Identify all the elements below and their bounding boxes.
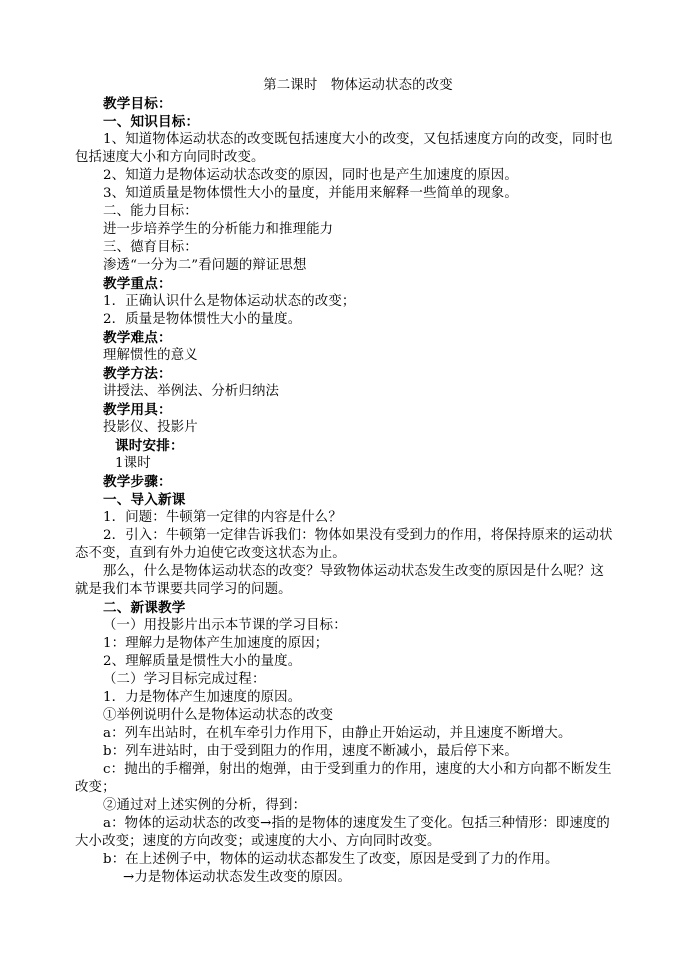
- heading-key-points: 教学重点：: [103, 276, 172, 292]
- key-point-2: 2．质量是物体惯性大小的量度。: [103, 312, 302, 327]
- heading-ability-goals: 二、能力目标：: [103, 204, 198, 219]
- heading-new-lesson: 二、新课教学: [103, 600, 186, 616]
- heading-steps: 教学步骤：: [103, 474, 172, 490]
- paragraph-examples-intro: ①举例说明什么是物体运动状态的改变: [103, 708, 334, 723]
- objective-1: 1：理解力是物体产生加速度的原因；: [103, 636, 329, 651]
- paragraph-transition: 那么，什么是物体运动状态的改变？导致物体运动状态发生改变的原因是什么呢？这就是我们本节课要共同学习的问题。: [75, 564, 605, 597]
- example-c: c：抛出的手榴弹，射出的炮弹，由于受到重力的作用，速度的大小和方向都不断发生改变；: [75, 762, 612, 795]
- heading-teaching-goals: 教学目标：: [103, 96, 172, 112]
- paragraph-process-intro: （二）学习目标完成过程：: [103, 672, 266, 687]
- paragraph-goal-3: 3、知道质量是物体惯性大小的量度，并能用来解释一些简单的现象。: [103, 186, 518, 201]
- paragraph-methods: 讲授法、举例法、分析归纳法: [103, 384, 280, 399]
- conclusion-final: →力是物体运动状态发生改变的原因。: [123, 870, 352, 885]
- paragraph-question: 1．问题：牛顿第一定律的内容是什么？: [103, 510, 342, 525]
- paragraph-lead-in: 2．引入：牛顿第一定律告诉我们：物体如果没有受到力的作用，将保持原来的运动状态不变，直到有外力迫使它改变这状态为止。: [75, 528, 613, 561]
- heading-moral-goals: 三、德育目标：: [103, 240, 198, 255]
- paragraph-goal-1: 1、知道物体运动状态的改变既包括速度大小的改变，又包括速度方向的改变，同时也包括速度大小和方向同时改变。: [75, 132, 613, 165]
- paragraph-force-cause: 1．力是物体产生加速度的原因。: [103, 690, 302, 705]
- heading-intro: 一、导入新课: [103, 492, 186, 508]
- heading-tools: 教学用具：: [103, 402, 172, 418]
- conclusion-b: b：在上述例子中，物体的运动状态都发生了改变，原因是受到了力的作用。: [103, 852, 559, 867]
- paragraph-goal-2: 2、知道力是物体运动状态改变的原因，同时也是产生加速度的原因。: [103, 168, 518, 183]
- example-b: b：列车进站时，由于受到阻力的作用，速度不断减小，最后停下来。: [103, 744, 518, 759]
- key-point-1: 1．正确认识什么是物体运动状态的改变；: [103, 294, 356, 309]
- heading-difficulties: 教学难点：: [103, 330, 172, 346]
- conclusion-a: a：物体的运动状态的改变→指的是物体的速度发生了变化。包括三种情形：即速度的大小改变；速度的方向改变；或速度的大小、方向同时改变。: [75, 816, 610, 849]
- paragraph-difficulty: 理解惯性的意义: [103, 348, 198, 363]
- heading-knowledge-goals: 一、知识目标：: [103, 114, 200, 130]
- paragraph-objectives-intro: （一）用投影片出示本节课的学习目标：: [103, 618, 347, 633]
- heading-methods: 教学方法：: [103, 366, 172, 382]
- paragraph-ability: 进一步培养学生的分析能力和推理能力: [103, 222, 334, 237]
- heading-schedule: 课时安排：: [115, 438, 184, 454]
- paragraph-analysis: ②通过对上述实例的分析，得到：: [103, 798, 307, 813]
- paragraph-tools: 投影仪、投影片: [103, 420, 198, 435]
- objective-2: 2、理解质量是惯性大小的量度。: [103, 654, 302, 669]
- example-a: a：列车出站时，在机车牵引力作用下，由静止开始运动，并且速度不断增大。: [103, 726, 572, 741]
- page-title: 第二课时 物体运动状态的改变: [263, 78, 453, 93]
- paragraph-schedule: 1课时: [115, 456, 151, 471]
- paragraph-moral: 渗透“一分为二”看问题的辩证思想: [103, 258, 307, 273]
